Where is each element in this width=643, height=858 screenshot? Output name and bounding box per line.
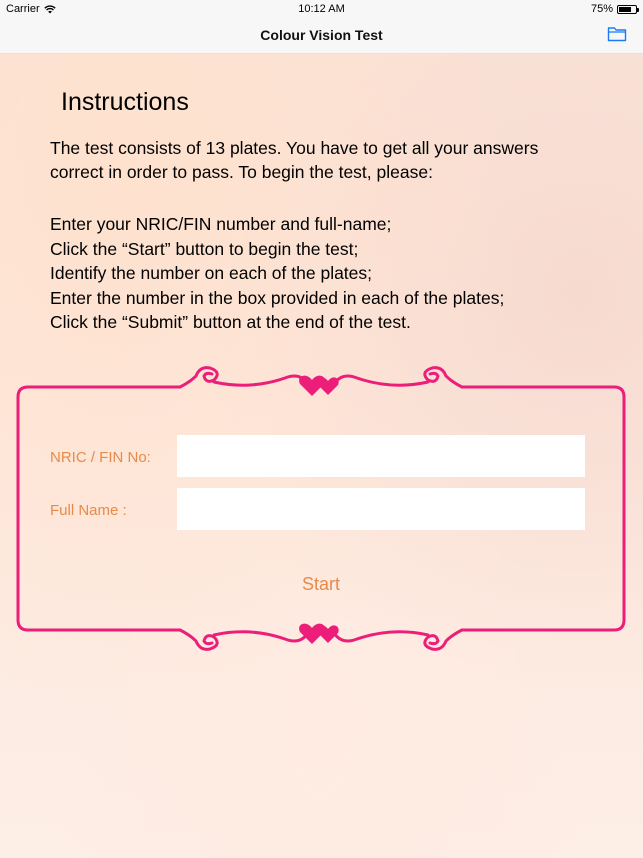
bottom-flourish: [425, 630, 462, 649]
heart-icon: [317, 625, 338, 643]
folder-icon[interactable]: [607, 25, 627, 43]
step-item: Identify the number on each of the plates;: [50, 263, 373, 283]
nric-input[interactable]: [177, 435, 585, 477]
full-name-label: Full Name :: [50, 502, 127, 519]
full-name-input[interactable]: [177, 488, 585, 530]
page-title: Colour Vision Test: [260, 27, 383, 43]
bottom-flourish: [180, 630, 217, 649]
battery-percent: 75%: [590, 3, 613, 15]
top-flourish: [180, 368, 217, 387]
step-item: Click the “Submit” button at the end of the test.: [50, 312, 411, 332]
intro-line-1: The test consists of 13 plates. You have to get all your answers: [50, 138, 539, 158]
navigation-bar: [0, 18, 643, 54]
step-item: Enter your NRIC/FIN number and full-name;: [50, 214, 392, 234]
intro-line-2: correct in order to pass. To begin the test, please:: [50, 162, 433, 182]
step-item: Click the “Start” button to begin the test;: [50, 238, 359, 259]
instructions-heading: Instructions: [61, 88, 189, 116]
start-button[interactable]: Start: [270, 569, 372, 599]
top-flourish: [334, 376, 428, 385]
status-battery-group: [591, 3, 637, 15]
step-item: Enter the number in the box provided in each of the plates;: [50, 287, 505, 308]
main-content: [0, 54, 643, 858]
battery-level-fill: [619, 7, 631, 12]
top-flourish: [214, 376, 308, 385]
nric-label: NRIC / FIN No:: [50, 449, 151, 466]
status-bar: [0, 0, 643, 18]
bottom-flourish: [214, 632, 308, 641]
bottom-flourish: [334, 632, 428, 641]
instructions-intro: [50, 136, 620, 184]
instructions-steps: [50, 212, 630, 335]
top-flourish: [425, 368, 462, 387]
carrier-label: Carrier: [6, 3, 40, 15]
heart-icon: [317, 377, 338, 395]
battery-icon: [617, 5, 637, 14]
status-time: 10:12 AM: [298, 3, 345, 15]
